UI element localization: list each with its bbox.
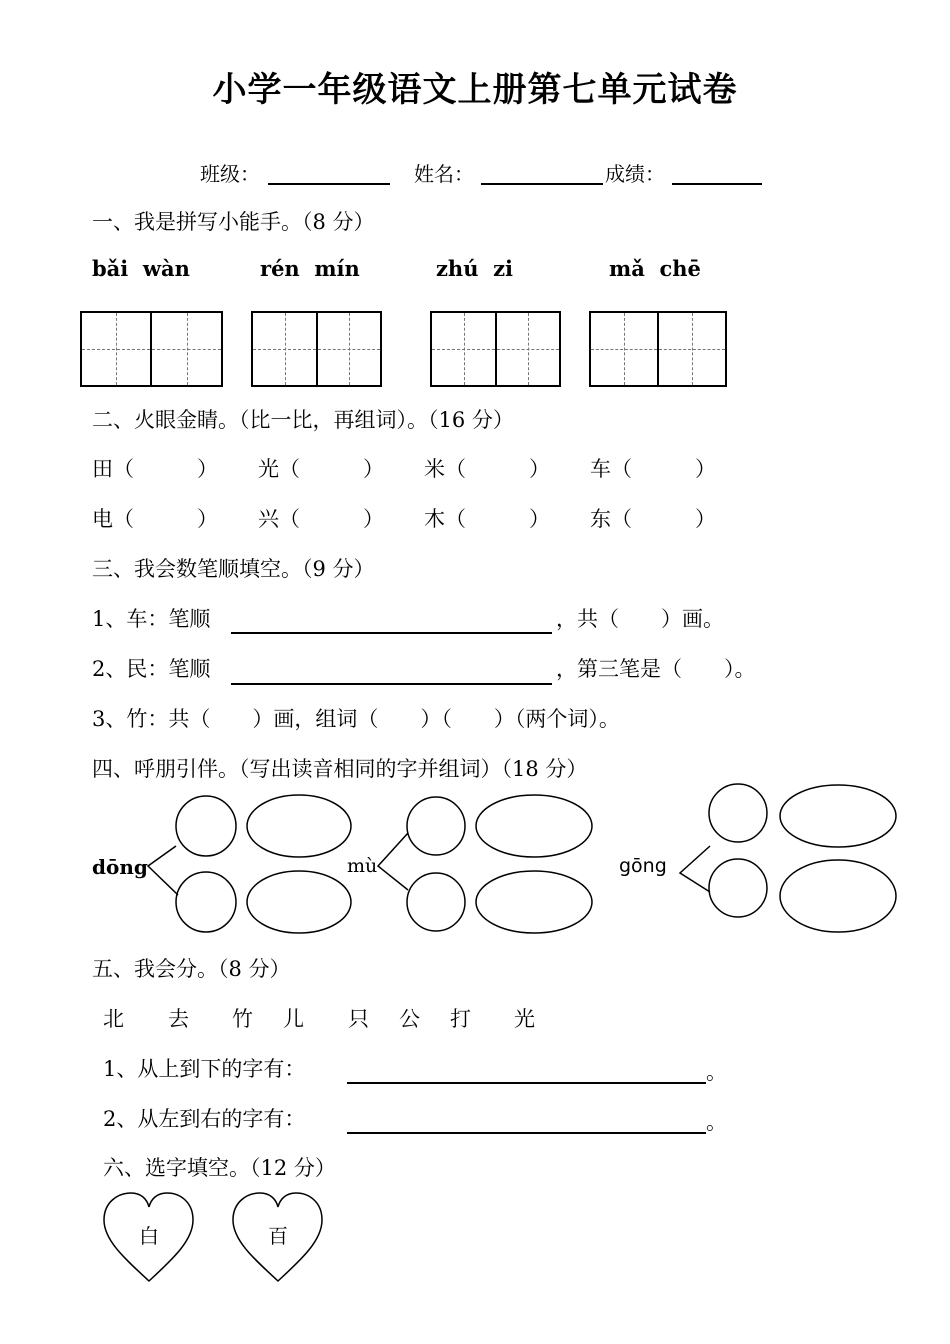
s5-q1-field[interactable] (347, 1082, 706, 1084)
s5-q2: 2、从左到右的字有： (103, 1107, 306, 1131)
page-title: 小学一年级语文上册第七单元试卷 (212, 70, 738, 110)
sort-char: 只 (348, 1007, 369, 1031)
compare-item: 田（ ） (92, 457, 218, 481)
class-label: 班级： (200, 162, 260, 186)
word-oval[interactable] (247, 795, 351, 857)
name-label: 姓名： (414, 162, 474, 186)
pinyin-gong: gōng (619, 855, 667, 877)
compare-item: 车（ ） (590, 457, 716, 481)
sort-char: 竹 (232, 1007, 253, 1031)
branch-line (378, 833, 408, 890)
compare-item: 兴（ ） (258, 507, 384, 531)
sort-char: 去 (168, 1007, 189, 1031)
pinyin-4: mǎ chē (609, 256, 701, 281)
char-circle[interactable] (407, 797, 465, 855)
q2-suffix: ，第三笔是（ ）。 (556, 657, 756, 681)
sort-char: 公 (399, 1007, 420, 1031)
section-6-title: 六、选字填空。（12 分） (103, 1156, 336, 1180)
s5-q1: 1、从上到下的字有： (103, 1057, 306, 1081)
compare-item: 木（ ） (424, 507, 550, 531)
section-4-title: 四、呼朋引伴。（写出读音相同的字并组词）（18 分） (92, 757, 588, 781)
char-circle[interactable] (709, 859, 767, 917)
pinyin-1: bǎi wàn (92, 256, 190, 281)
char-circle[interactable] (407, 873, 465, 931)
word-oval[interactable] (780, 785, 896, 847)
section-1-title: 一、我是拼写小能手。（8 分） (92, 210, 375, 234)
pinyin-dong: dōng (92, 855, 148, 879)
word-oval[interactable] (476, 871, 592, 933)
sort-char: 打 (450, 1007, 471, 1031)
q2-prefix: 2、民：笔顺 (92, 657, 211, 681)
word-oval[interactable] (780, 860, 896, 932)
word-oval[interactable] (247, 871, 351, 933)
char-circle[interactable] (176, 796, 236, 856)
branch-line (680, 846, 710, 892)
compare-item: 电（ ） (92, 507, 218, 531)
section-5-title: 五、我会分。（8 分） (92, 957, 291, 981)
section-2-title: 二、火眼金睛。（比一比，再组词）。（16 分） (92, 408, 514, 432)
sort-char: 光 (514, 1007, 535, 1031)
q1-suffix: ，共（ ）画。 (556, 607, 724, 631)
sort-char: 北 (103, 1007, 124, 1031)
sort-char: 儿 (283, 1007, 304, 1031)
heart-char-bai-hundred: 百 (268, 1224, 288, 1248)
s5-q1-end: 。 (706, 1060, 727, 1084)
q3-text: 3、竹：共（ ）画，组词（ ）（ ）（两个词）。 (92, 707, 620, 731)
s5-q2-end: 。 (706, 1110, 727, 1134)
q1-prefix: 1、车：笔顺 (92, 607, 211, 631)
score-label: 成绩： (605, 162, 665, 186)
compare-item: 东（ ） (590, 507, 716, 531)
pinyin-mu: mù (347, 855, 378, 877)
section-3-title: 三、我会数笔顺填空。（9 分） (92, 557, 375, 581)
heart-char-bai: 白 (139, 1224, 159, 1248)
pinyin-2: rén mín (260, 256, 360, 281)
char-circle[interactable] (709, 784, 767, 842)
branch-line (148, 846, 178, 895)
compare-item: 米（ ） (424, 457, 550, 481)
word-oval[interactable] (476, 795, 592, 857)
compare-item: 光（ ） (258, 457, 384, 481)
pinyin-3: zhú zi (436, 256, 513, 281)
char-circle[interactable] (176, 872, 236, 932)
s5-q2-field[interactable] (347, 1132, 706, 1134)
